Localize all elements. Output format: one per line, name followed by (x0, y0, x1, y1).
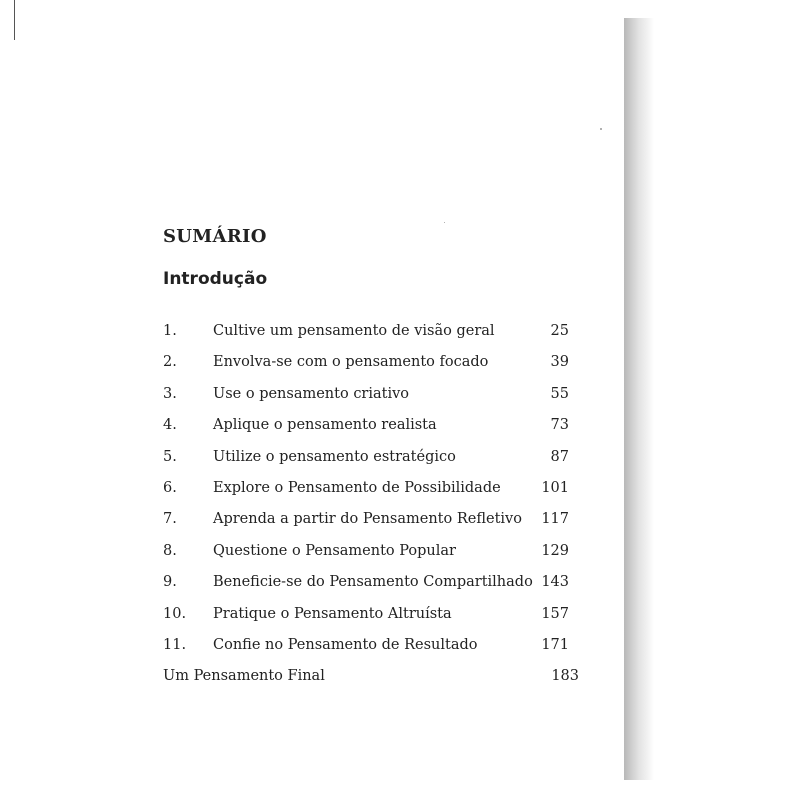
toc-entry-page: 117 (541, 511, 569, 528)
toc-entry-number: 3. (163, 385, 177, 402)
toc-entry-title: Aprenda a partir do Pensamento Refletivo (213, 511, 522, 528)
toc-entry (163, 414, 581, 445)
toc-final-page: 183 (551, 668, 579, 685)
toc-entry-title: Beneficie-se do Pensamento Compartilhado (213, 574, 533, 591)
toc-entry-title: Questione o Pensamento Popular (213, 542, 456, 559)
toc-entry (163, 383, 581, 414)
toc-entry (163, 446, 581, 477)
toc-entry-title: Cultive um pensamento de visão geral (213, 323, 495, 339)
toc-entry (163, 540, 581, 571)
toc-entry-page: 171 (541, 636, 569, 653)
toc-entry-page: 143 (541, 574, 569, 591)
toc-entry (163, 508, 581, 539)
toc-entry-number: 5. (163, 448, 177, 465)
toc-entry-number: 6. (163, 479, 177, 496)
toc-entry (163, 351, 581, 382)
toc-entry-page: 73 (550, 417, 569, 434)
toc-entry-page: 55 (550, 385, 569, 402)
toc-entry-number: 11. (163, 636, 187, 653)
toc-entry-title: Envolva-se com o pensamento focado (213, 354, 489, 371)
toc-entry (163, 477, 581, 508)
page-edge-shadow (624, 18, 640, 780)
toc-entry-number: 7. (163, 511, 177, 528)
page-edge-fade (640, 18, 654, 780)
toc-entry-title: Use o pensamento criativo (213, 385, 410, 402)
toc-entry (163, 320, 581, 351)
toc-final-entry (163, 665, 581, 696)
toc-entry-page: 157 (541, 605, 569, 622)
toc-entry-title: Explore o Pensamento de Possibilidade (213, 479, 501, 496)
toc-entry-page: 101 (541, 479, 569, 496)
crop-mark (0, 0, 15, 40)
toc-entry-title: Utilize o pensamento estratégico (213, 448, 456, 465)
toc-entry-page: 25 (550, 323, 569, 339)
toc-entry-number: 4. (163, 417, 177, 434)
toc-entry (163, 634, 581, 665)
toc-entry-number: 2. (163, 354, 177, 371)
toc-entry-number: 8. (163, 542, 177, 559)
toc-entry-page: 87 (550, 448, 569, 465)
toc-list (163, 320, 581, 697)
toc-entry-title: Aplique o pensamento realista (213, 417, 437, 434)
toc-entry-page: 129 (541, 542, 569, 559)
toc-entry-number: 10. (163, 605, 187, 622)
toc-entry-number: 1. (163, 323, 177, 339)
toc-heading: SUMÁRIO (163, 226, 267, 247)
toc-entry-title: Pratique o Pensamento Altruísta (213, 605, 452, 622)
toc-introduction: Introdução (163, 269, 268, 289)
paper-speck (444, 222, 445, 223)
paper-speck (600, 128, 602, 130)
toc-entry (163, 571, 581, 602)
toc-entry-page: 39 (550, 354, 569, 371)
toc-entry-title: Confie no Pensamento de Resultado (213, 636, 478, 653)
toc-entry-number: 9. (163, 574, 177, 591)
toc-final-title: Um Pensamento Final (163, 668, 325, 685)
toc-entry (163, 603, 581, 634)
